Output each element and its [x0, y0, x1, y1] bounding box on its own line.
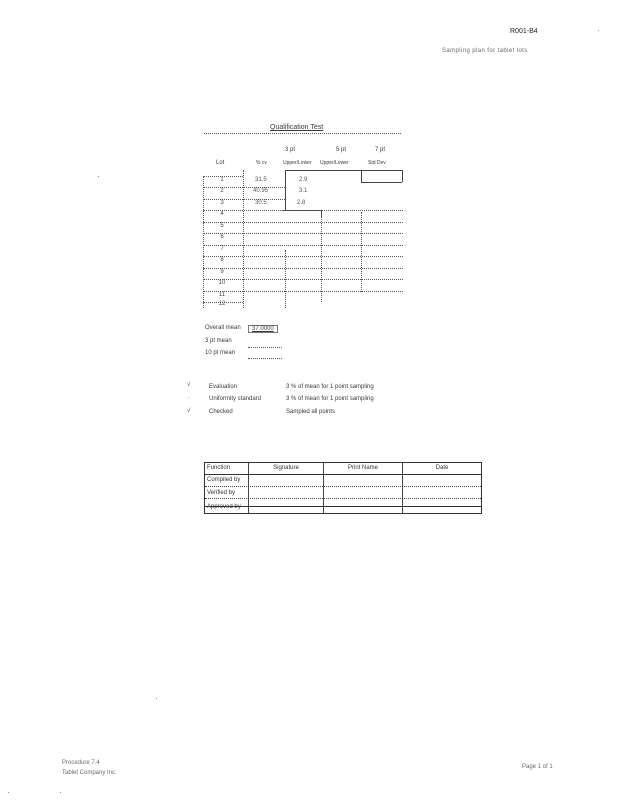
row-number: 2: [220, 188, 224, 194]
cell-value: 3.1: [299, 188, 308, 194]
col-top-3: 7 pt: [375, 147, 386, 153]
signoff-table: [204, 462, 482, 514]
signoff-header-signature: Signature: [273, 465, 299, 471]
scan-speck: [598, 30, 599, 31]
row-number: 5: [220, 223, 224, 229]
note-description: 3 % of mean for 1 point sampling: [286, 396, 374, 402]
col-sub-3: Upper/Lower: [320, 160, 349, 166]
signoff-header-print-name: Print Name: [347, 465, 378, 471]
signoff-row-label: Approved by: [207, 504, 241, 510]
signoff-row-label: Verified by: [207, 490, 236, 496]
summary-line-2: 3 pt mean: [205, 338, 232, 344]
document-id: R001-B4: [510, 28, 538, 35]
note-mark: √: [187, 382, 191, 388]
title-rule: [204, 133, 401, 134]
col-top-2: 5 pt: [336, 147, 347, 153]
scan-speck: [8, 792, 9, 793]
summary-underline-3: [248, 358, 282, 359]
note-description: Sampled all points: [286, 409, 336, 415]
col-sub-2: Upper/Lower: [283, 160, 312, 166]
col-sub-1: % cv: [256, 160, 267, 166]
row-number: 4: [220, 211, 224, 217]
note-mark: √: [187, 408, 191, 414]
row-number: 7: [220, 246, 224, 252]
summary-line-3: 10 pt mean: [205, 350, 236, 356]
corner-label: Lot: [216, 160, 225, 166]
overall-mean-value: 37.0000: [248, 325, 278, 333]
signoff-row-label: Compiled by: [207, 477, 241, 483]
document-subheader: Sampling plan for tablet lots: [442, 48, 528, 54]
footer-left-line-1: Procedure 7.4: [62, 760, 100, 766]
cell-value: 30.5: [255, 200, 267, 206]
footer-page-number: Page 1 of 1: [522, 764, 553, 770]
cell-value: 2.8: [297, 200, 306, 206]
note-term: Checked: [209, 409, 233, 415]
note-description: 3 % of mean for 1 point sampling: [286, 384, 374, 390]
scan-speck: [60, 792, 61, 793]
overall-mean-label: Overall mean: [205, 325, 241, 331]
col-top-1: 3 pt: [285, 147, 296, 153]
row-number: 3: [220, 200, 224, 206]
qualification-grid: [203, 170, 403, 310]
note-term: Uniformity standard: [209, 396, 262, 402]
summary-underline-2: [248, 347, 282, 348]
row-number: 11: [218, 292, 226, 298]
row-number: 12: [218, 301, 226, 307]
cell-value: 40.95: [253, 188, 269, 194]
scan-speck: [98, 176, 99, 177]
row-number: 6: [220, 234, 224, 240]
table-title: Qualification Test: [270, 124, 324, 131]
row-number: 10: [218, 280, 226, 286]
row-number: 1: [220, 177, 224, 183]
col-sub-4: Std Dev: [368, 160, 386, 166]
footer-left-line-2: Tablet Company Inc.: [62, 770, 117, 776]
scan-speck: [156, 698, 157, 699]
cell-value: 2.9: [299, 177, 308, 183]
row-number: 9: [220, 269, 224, 275]
note-mark: ·: [188, 395, 190, 401]
row-number: 8: [220, 257, 224, 263]
signoff-header-date: Date: [435, 465, 449, 471]
signoff-header-function: Function: [207, 465, 231, 471]
note-term: Evaluation: [209, 384, 238, 390]
cell-value: 31.5: [255, 177, 267, 183]
